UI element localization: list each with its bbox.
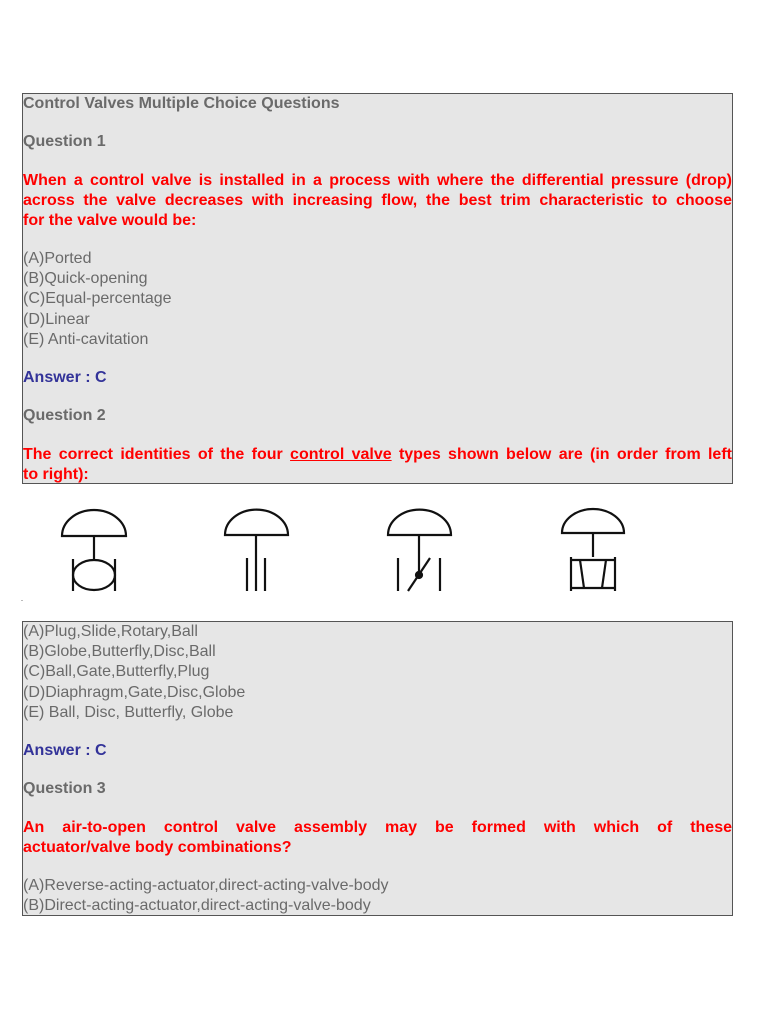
question-3-text-line-2: actuator/valve body combinations? xyxy=(23,839,292,856)
question-1-answer: Answer : C xyxy=(23,369,107,386)
question-2-text-line-2: to right): xyxy=(23,466,89,483)
question-3-option-b: (B)Direct-acting-actuator,direct-acting-valve-body xyxy=(23,897,371,914)
question-box-2 xyxy=(22,621,733,916)
question-1-text-line-2: across the valve decreases with increasing flow, the best trim characteristic to choose xyxy=(23,192,732,209)
gate-valve-symbol xyxy=(225,510,288,591)
question-1-heading: Question 1 xyxy=(23,133,106,150)
question-1-text-line-3: for the valve would be: xyxy=(23,212,197,229)
ball-valve-symbol xyxy=(62,510,126,591)
question-2-option-a: (A)Plug,Slide,Rotary,Ball xyxy=(23,623,198,640)
question-1-option-b: (B)Quick-opening xyxy=(23,270,148,287)
question-2-option-b: (B)Globe,Butterfly,Disc,Ball xyxy=(23,643,216,660)
valve-symbols-figure xyxy=(22,498,642,598)
stray-mark xyxy=(21,600,23,601)
question-2-option-e: (E) Ball, Disc, Butterfly, Globe xyxy=(23,704,234,721)
question-1-text-line-1: When a control valve is installed in a process with where the differential pressure (drop) xyxy=(23,172,732,189)
question-2-text-line-1: The correct identities of the four control valve types shown below are (in order from left xyxy=(23,446,732,463)
question-1-option-a: (A)Ported xyxy=(23,250,92,267)
control-valve-link[interactable]: control valve xyxy=(290,446,392,463)
question-3-text-line-1: An air-to-open control valve assembly may be formed with which of these xyxy=(23,819,732,836)
question-3-option-a: (A)Reverse-acting-actuator,direct-acting-valve-body xyxy=(23,877,389,894)
question-box-1 xyxy=(22,93,733,484)
question-1-option-c: (C)Equal-percentage xyxy=(23,290,172,307)
question-2-heading: Question 2 xyxy=(23,407,106,424)
page-title: Control Valves Multiple Choice Questions xyxy=(23,95,340,112)
question-1-option-e: (E) Anti-cavitation xyxy=(23,331,149,348)
question-2-option-c: (C)Ball,Gate,Butterfly,Plug xyxy=(23,663,210,680)
question-2-option-d: (D)Diaphragm,Gate,Disc,Globe xyxy=(23,684,246,701)
question-3-heading: Question 3 xyxy=(23,780,106,797)
plug-valve-symbol xyxy=(562,509,624,591)
butterfly-valve-symbol xyxy=(388,510,451,591)
question-2-answer: Answer : C xyxy=(23,742,107,759)
question-1-option-d: (D)Linear xyxy=(23,311,90,328)
